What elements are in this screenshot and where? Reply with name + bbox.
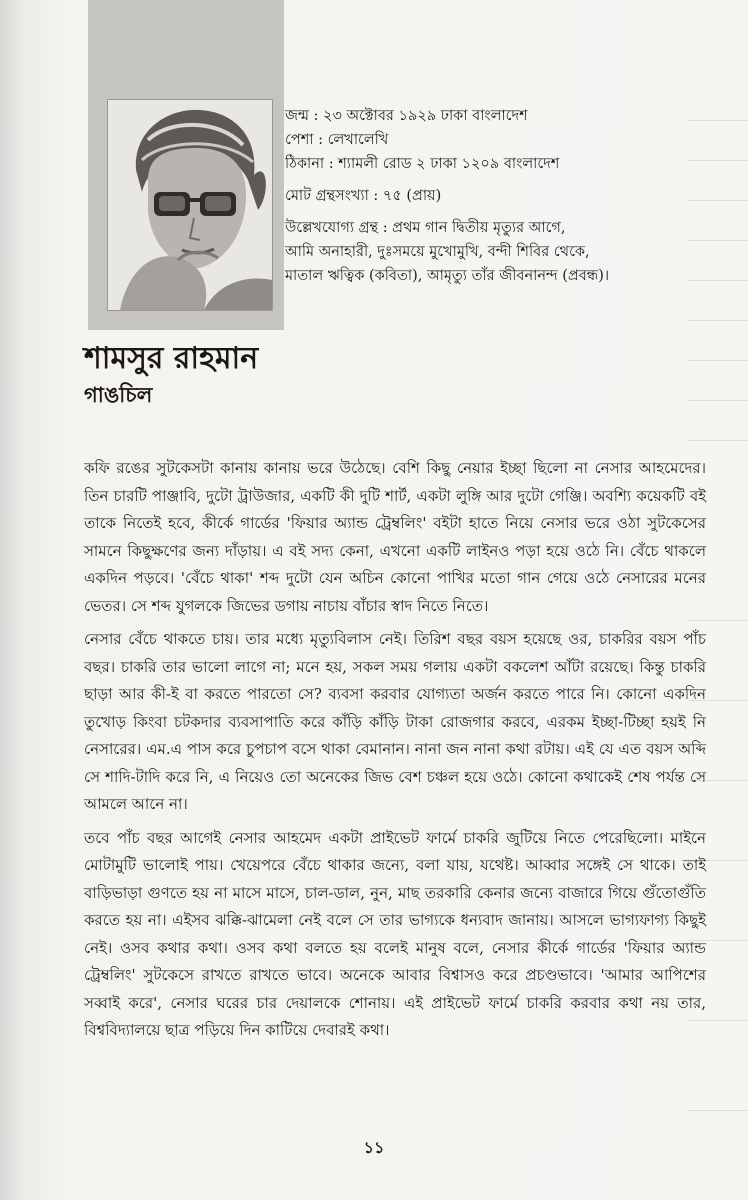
story-paragraph: তবে পাঁচ বছর আগেই নেসার আহমেদ একটা প্রাইভেট ফার্মে চাকরি জুটিয়ে নিতে পেরেছিলো। মাইনে মোটামুটি ভালোই পায়। খেয়েপরে বেঁচে থাকার জন্যে, বলা যায়, যথেষ্ট। আব্বার সঙ্গেই সে থাকে। তাই বাড়িভাড়া গুণতে হয় না মাসে মাসে, চাল-ডাল, নুন, মাছ তরকারি কেনার জন্যে বাজারে গিয়ে গুঁতোগুঁতি করতে হয় না। এইসব ঝক্কি-ঝামেলা নেই বলে সে তার ভাগ্যকে ধন্যবাদ জানায়। আসলে ভাগ্যফাগ্য কিছুই নেই। ওসব কথার কথা। ওসব কথা বলতে হয় বলেই মানুষ বলে, নেসার কীর্কে গার্ডের 'ফিয়ার অ্যান্ড ট্রেম্বলিং' সুটকেসে রাখতে রাখতে ভাবে। অনেকে আবার বিশ্বাসও করে প্রচণ্ডভাবে। 'আমার আপিশের সব্বাই করে', নেসার ঘরের চার দেয়ালকে শোনায়। এই প্রাইভেট ফার্মে চাকরি করবার কথা নয় তার, বিশ্ববিদ্যালয়ে ছাত্র পড়িয়ে দিন কাটিয়ে দেবারই কথা। xyxy=(84,828,706,1039)
story-title: গাঙচিল xyxy=(84,382,153,407)
book-count-info: মোট গ্রন্থসংখ্যা : ৭৫ (প্রায়) xyxy=(285,188,442,204)
notable-works-line: আমি অনাহারী, দুঃসময়ে মুখোমুখি, বন্দী শিবির থেকে, xyxy=(285,244,590,260)
page-number: ১১ xyxy=(363,1138,385,1157)
profession-info: পেশা : লেখালেখি xyxy=(285,132,389,148)
author-name: শামসুর রাহমান xyxy=(84,341,259,376)
story-body xyxy=(84,455,706,1051)
birth-info: জন্ম : ২৩ অক্টোবর ১৯২৯ ঢাকা বাংলাদেশ xyxy=(285,108,528,124)
notable-works-line: মাতাল ঋত্বিক (কবিতা), আমৃত্যু তাঁর জীবনানন্দ (প্রবন্ধ)। xyxy=(285,268,610,284)
story-paragraph: কফি রঙের সুটকেসটা কানায় কানায় ভরে উঠেছে। বেশি কিছু নেয়ার ইচ্ছা ছিলো না নেসার আহমেদের। তিন চারটি পাঞ্জাবি, দুটো ট্রাউজার, একটি কী দুটি শার্ট, একটা লুঙ্গি আর দুটো গেঞ্জি। অবশ্যি কয়েকটি বই তাকে নিতেই হবে, কীর্কে গার্ডের 'ফিয়ার অ্যান্ড ট্রেম্বলিং' বইটা হাতে নিয়ে নেসার ভরে ওঠা সুটকেসের সামনে কিছুক্ষণের জন্য দাঁড়ায়। এ বই সদ্য কেনা, এখনো একটি লাইনও পড়া হয়ে ওঠে নি। বেঁচে থাকলে একদিন পড়বে। 'বেঁচে থাকা' শব্দ দুটো যেন অচিন কোনো পাখির মতো গান গেয়ে ওঠে নেসারের মনের ভেতর। সে শব্দ যুগলকে জিভের ডগায় নাচায় বাঁচার স্বাদ নিতে নিতে। xyxy=(84,459,706,615)
story-paragraph: নেসার বেঁচে থাকতে চায়। তার মধ্যে মৃত্যুবিলাস নেই। তিরিশ বছর বয়স হয়েছে ওর, চাকরির বয়স পাঁচ বছর। চাকরি তার ভালো লাগে না; মনে হয়, সকল সময় গলায় একটা বকলেশ আঁটা রয়েছে। কিন্তু চাকরি ছাড়া আর কী-ই বা করতে পারতো সে? ব্যবসা করবার যোগ্যতা অর্জন করতে পারে নি। কোনো একদিন তুখোড় কিংবা চটকদার ব্যবসাপাতি করে কাঁড়ি কাঁড়ি টাকা রোজগার করবে, এরকম ইচ্ছা-টিচ্ছা হয়ই নি নেসারের। এম.এ পাস করে চুপচাপ বসে থাকা বেমানান। নানা জন নানা কথা রটায়। এই যে এত বয়স অব্দি সে শাদি-টাদি করে নি, এ নিয়েও তো অনেকের জিভ বেশ চঞ্চল হয়ে ওঠে। কোনো কথাকেই শেষ পর্যন্ত সে আমলে আনে না। xyxy=(84,630,706,813)
notable-works-line: উল্লেখযোগ্য গ্রন্থ : প্রথম গান দ্বিতীয় মৃত্যুর আগে, xyxy=(285,220,566,236)
author-info-block xyxy=(285,104,725,288)
address-info: ঠিকানা : শ্যামলী রোড ২ ঢাকা ১২০৯ বাংলাদেশ xyxy=(285,156,560,172)
author-portrait-photo xyxy=(107,99,273,311)
